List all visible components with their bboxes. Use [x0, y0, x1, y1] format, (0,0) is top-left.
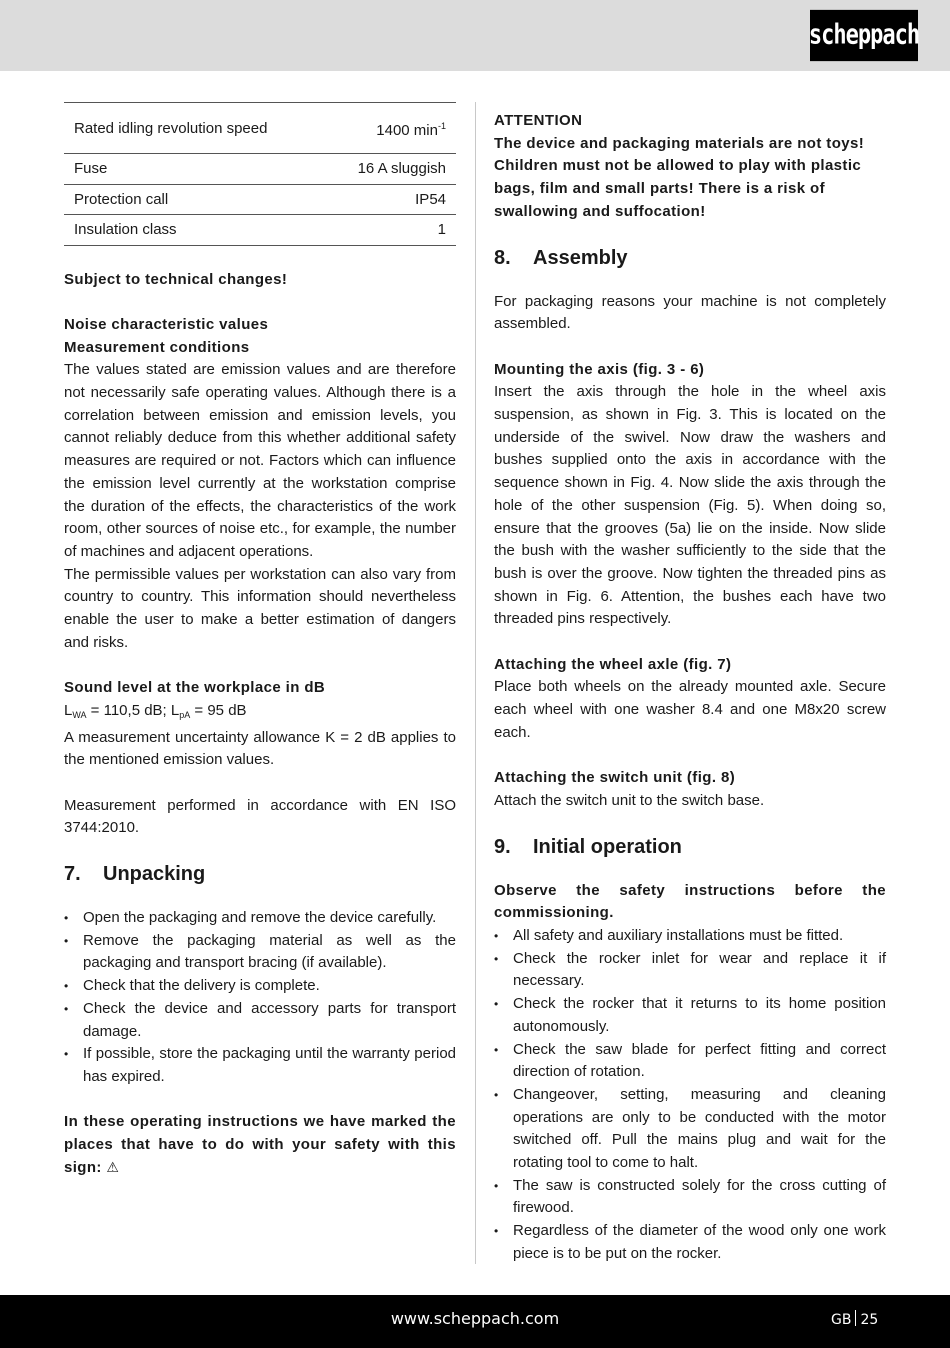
list-item: • Check the device and accessory parts for transport damage.	[64, 998, 456, 1043]
list-item: • If possible, store the packaging until the warranty period has expired.	[64, 1043, 456, 1088]
switch-unit-heading: Attaching the switch unit (fig. 8)	[494, 769, 736, 787]
section-heading-assembly: 8. Assembly	[494, 246, 628, 269]
attention-heading: ATTENTION	[494, 112, 583, 129]
noise-paragraph: The permissible values per workstation can also vary from country to country. This information should nevertheless enable the user to make a better estimation of dangers and risks.	[64, 565, 456, 651]
section-heading-unpacking: 7. Unpacking	[64, 863, 206, 886]
list-item: • Check the rocker that it returns to its home position autonomously.	[494, 993, 886, 1038]
table-row	[64, 185, 456, 216]
initial-operation-intro: Observe the safety instructions before the commissioning.	[494, 881, 886, 922]
header-band	[0, 0, 950, 71]
page-indicator	[831, 1310, 878, 1328]
spec-value: 16 A sluggish	[357, 160, 446, 178]
spec-label: Protection call	[74, 190, 169, 208]
list-item: • All safety and auxiliary installations must be fitted.	[494, 925, 886, 948]
switch-unit-text: Attach the switch unit to the switch base.	[494, 791, 765, 809]
uncertainty-text: A measurement uncertainty allowance K = 2 dB applies to the mentioned emission values.	[64, 728, 456, 769]
table-row	[64, 215, 456, 246]
initial-operation-list	[494, 925, 886, 1266]
list-item: • Check the saw blade for perfect fitting and correct direction of rotation.	[494, 1039, 886, 1084]
attention-text: The device and packaging materials are not toys! Children must not be allowed to play with plastic bags, film and small parts! There is a risk of swallowing and suffocation!	[494, 134, 865, 220]
spec-label: Insulation class	[74, 221, 177, 239]
list-item: • The saw is constructed solely for the cross cutting of firewood.	[494, 1175, 886, 1220]
right-column	[494, 102, 886, 1266]
standard-text: Measurement performed in accordance with EN ISO 3744:2010.	[64, 796, 456, 837]
left-column	[64, 102, 456, 1179]
separator	[855, 1310, 856, 1326]
sound-values: $L_{WA} = 110,5$ dB; $L_{pA} = 95$ dB	[64, 701, 247, 720]
table-row	[64, 154, 456, 185]
list-item: • Regardless of the diameter of the wood only one work piece is to be put on the rocker.	[494, 1220, 886, 1265]
spec-value: IP54	[415, 190, 446, 208]
spec-value: 1400 $\min^{-1}$	[376, 120, 446, 139]
list-item: • Check that the delivery is complete.	[64, 975, 456, 998]
measurement-heading: Measurement conditions	[64, 338, 250, 356]
list-item: • Open the packaging and remove the device carefully.	[64, 907, 456, 930]
section-heading-initial-operation: 9. Initial operation	[494, 835, 682, 858]
subject-note: Subject to technical changes!	[64, 270, 288, 288]
spec-value: 1	[437, 221, 446, 239]
table-row	[64, 103, 456, 154]
spec-table	[64, 102, 456, 246]
wheel-axle-text: Place both wheels on the already mounted axle. Secure each wheel with one washer 8.4 and one M8x20 screw each.	[494, 678, 886, 741]
assembly-intro: For packaging reasons your machine is not completely assembled.	[494, 292, 886, 333]
safety-note: In these operating instructions we have marked the places that have to do with your safety with this sign: ⚠	[64, 1113, 456, 1176]
scheppach-logo: scheppach	[810, 10, 918, 61]
unpacking-list	[64, 907, 456, 1089]
page-number: 25	[860, 1312, 879, 1328]
noise-heading: Noise characteristic values	[64, 315, 269, 333]
spec-label: Rated idling revolution speed	[74, 119, 268, 137]
list-item: • Changeover, setting, measuring and cleaning operations are only to be conducted with the motor switched off. Pull the mains plug and wait for the rotating tool to come to halt.	[494, 1084, 886, 1175]
sound-heading: Sound level at the workplace in dB	[64, 679, 326, 697]
language-code: GB	[831, 1312, 852, 1328]
list-item: • Remove the packaging material as well as the packaging and transport bracing (if available).	[64, 930, 456, 975]
warning-triangle-icon: ⚠	[106, 1159, 120, 1176]
mounting-heading: Mounting the axis (fig. 3 - 6)	[494, 360, 705, 378]
footer	[0, 1295, 950, 1348]
website-link[interactable]: www.scheppach.com	[390, 1309, 560, 1328]
wheel-axle-heading: Attaching the wheel axle (fig. 7)	[494, 655, 732, 673]
mounting-text: Insert the axis through the hole in the wheel axis suspension, as shown in Fig. 3. This is located on the underside of the swivel. Now draw the washers and bushes supplied onto the axis in accordance with the sequence shown in Fig. 4. Now slide the axis through the hole of the other suspension (Fig. 5). When doing so, ensure that the grooves (5a) lie on the inside. Now slide the bush with the washer sufficiently to the side that the bush is over the groove. Now tighten the threaded pins as shown in Fig. 6. Attention, the bushes each have two threaded pins respectively.	[494, 383, 886, 628]
list-item: • Check the rocker inlet for wear and replace it if necessary.	[494, 948, 886, 993]
column-divider	[475, 102, 476, 1264]
spec-label: Fuse	[74, 160, 108, 178]
noise-paragraph: The values stated are emission values and are therefore not necessarily safe operating values. Although there is a correlation between emission and emission levels, you cannot reliably deduce from this whether additional safety measures are required or not. Factors which can influence the emission level currently at the workstation comprise the duration of the effects, the characteristics of the work room, other sources of noise etc., for example, the number of machines and adjacent operations.	[64, 361, 456, 560]
